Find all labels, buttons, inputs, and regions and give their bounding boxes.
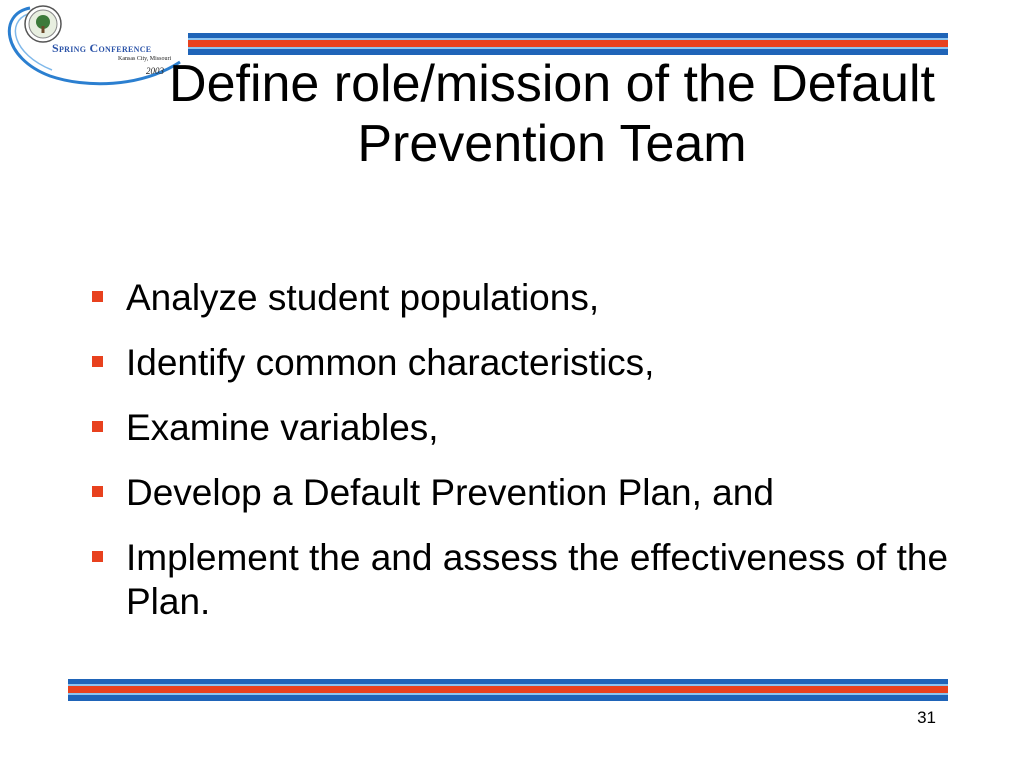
list-item [90,276,970,320]
slide-title-line-2: Prevention Team [357,115,747,173]
bullet-square-icon [92,486,103,497]
list-item [90,536,970,624]
slide-title-line-1: Define role/mission of the Default [169,55,935,113]
bullet-text: Examine variables, [126,407,439,448]
bullet-text: Identify common characteristics, [126,342,655,383]
bullet-list [90,276,970,645]
list-item [90,406,970,450]
bullet-square-icon [92,356,103,367]
logo-title: Spring Conference [52,41,152,55]
bullet-square-icon [92,551,103,562]
bullet-text: Analyze student populations, [126,277,600,318]
bullet-text: Implement the and assess the effectiveness of the Plan. [126,537,949,622]
slide-title [80,54,1024,174]
top-divider-stripes [188,33,948,55]
logo-year: 2003 [146,66,164,76]
list-item [90,341,970,385]
bullet-text: Develop a Default Prevention Plan, and [126,472,774,513]
bullet-square-icon [92,421,103,432]
logo-location: Kansas City, Missouri [118,56,172,62]
list-item [90,471,970,515]
page-number: 31 [917,708,936,727]
bullet-square-icon [92,291,103,302]
bottom-divider-stripes [68,679,948,701]
